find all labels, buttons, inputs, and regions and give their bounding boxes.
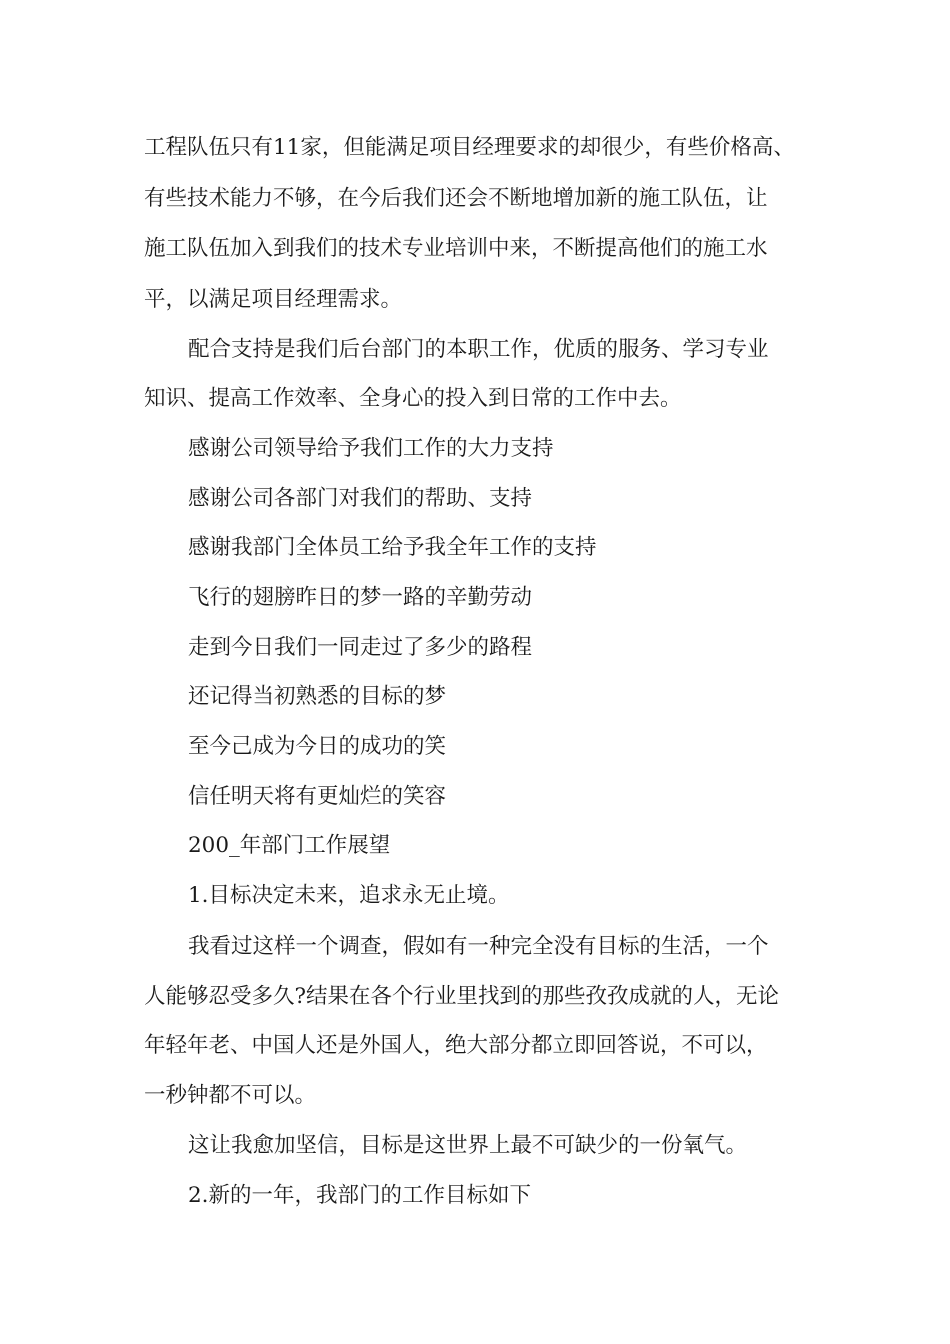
paragraph-line: 施工队伍加入到我们的技术专业培训中来，不断提高他们的施工水: [144, 236, 768, 261]
section-heading: 200_年部门工作展望: [188, 833, 391, 858]
list-item-heading: 2.新的一年，我部门的工作目标如下: [188, 1183, 532, 1208]
paragraph-line: 工程队伍只有11家，但能满足项目经理要求的却很少，有些价格高、: [144, 135, 795, 160]
paragraph-line: 有些技术能力不够，在今后我们还会不断地增加新的施工队伍，让: [144, 186, 768, 211]
poem-line: 还记得当初熟悉的目标的梦: [188, 684, 447, 709]
paragraph-line: 我看过这样一个调查，假如有一种完全没有目标的生活，一个: [188, 934, 769, 959]
paragraph-line: 一秒钟都不可以。: [144, 1083, 317, 1108]
poem-line: 走到今日我们一同走过了多少的路程: [188, 635, 533, 660]
paragraph-line: 配合支持是我们后台部门的本职工作，优质的服务、学习专业: [188, 337, 769, 362]
poem-line: 飞行的翅膀昨日的梦一路的辛勤劳动: [188, 585, 533, 610]
thanks-line: 感谢我部门全体员工给予我全年工作的支持: [188, 535, 597, 560]
paragraph-line: 这让我愈加坚信，目标是这世界上最不可缺少的一份氧气。: [188, 1133, 748, 1158]
poem-line: 信任明天将有更灿烂的笑容: [188, 784, 447, 809]
paragraph-line: 知识、提高工作效率、全身心的投入到日常的工作中去。: [144, 386, 682, 411]
paragraph-line: 人能够忍受多久?结果在各个行业里找到的那些孜孜成就的人，无论: [144, 984, 780, 1009]
poem-line: 至今己成为今日的成功的笑: [188, 734, 447, 759]
paragraph-line: 平，以满足项目经理需求。: [144, 287, 403, 312]
list-item-heading: 1.目标决定未来，追求永无止境。: [188, 883, 510, 908]
thanks-line: 感谢公司各部门对我们的帮助、支持: [188, 486, 533, 511]
thanks-line: 感谢公司领导给予我们工作的大力支持: [188, 436, 554, 461]
paragraph-line: 年轻年老、中国人还是外国人，绝大部分都立即回答说，不可以，: [144, 1033, 768, 1058]
